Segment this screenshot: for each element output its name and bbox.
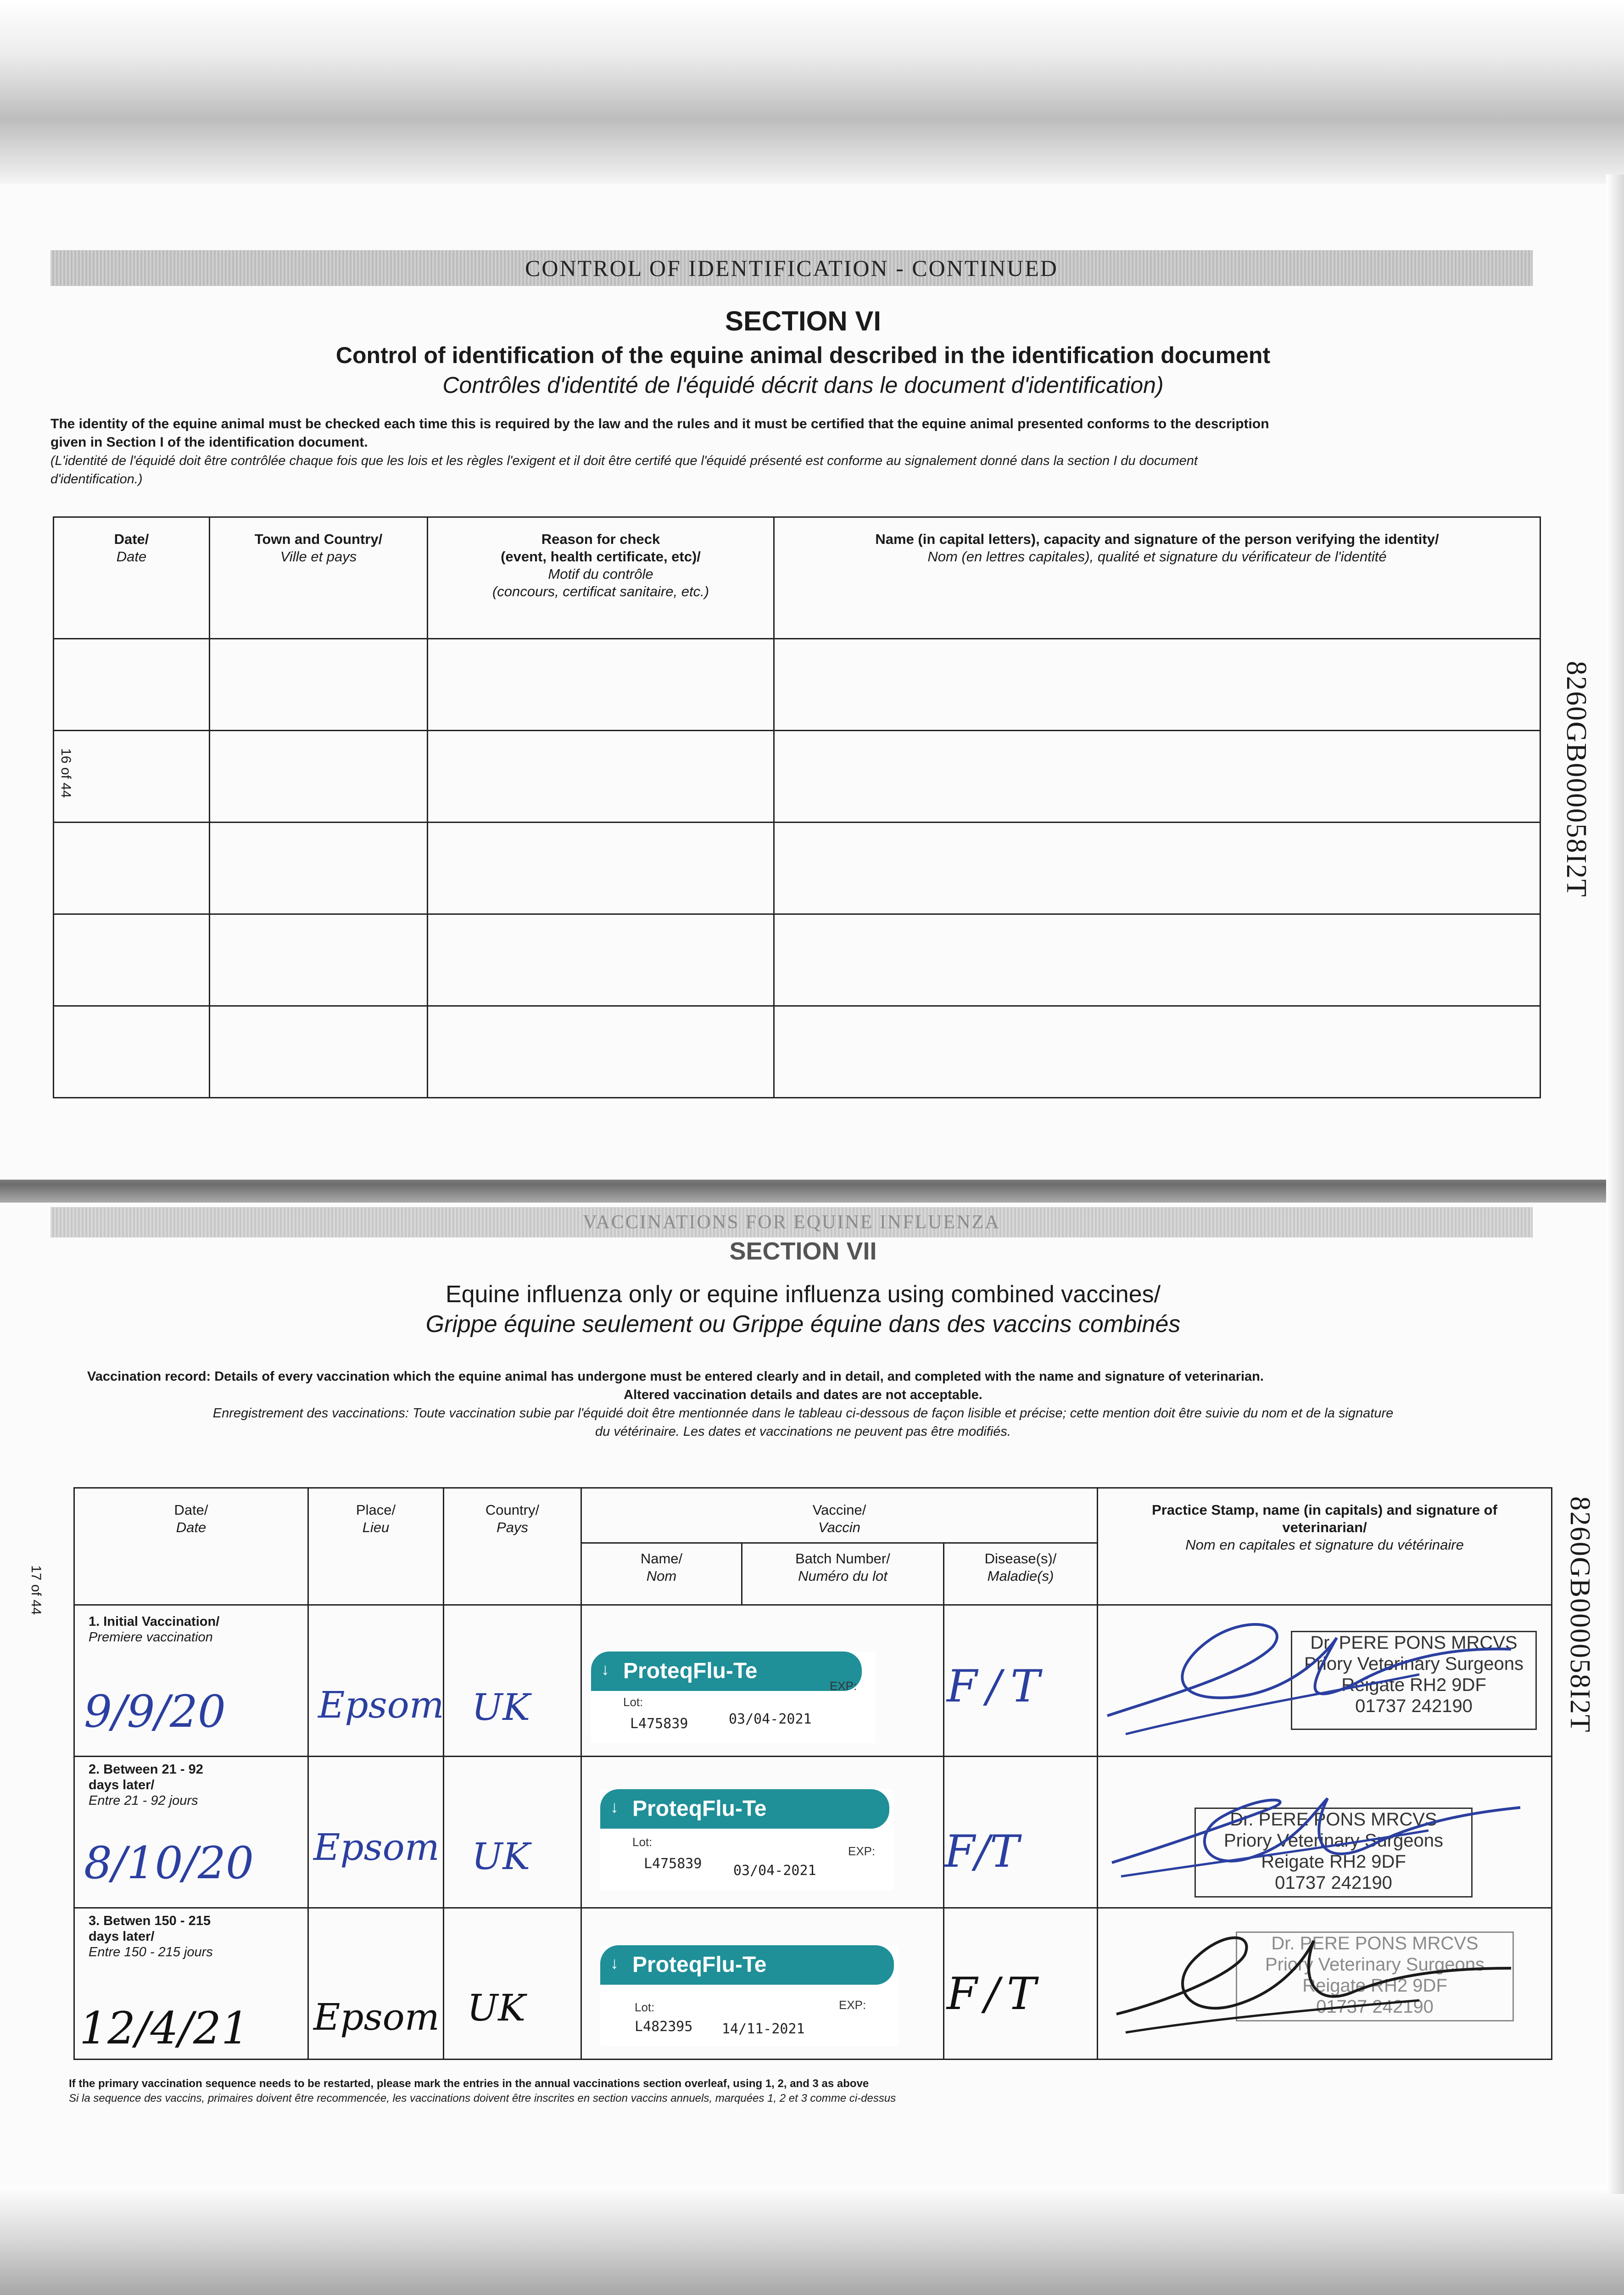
drop-icon: ↓ [610, 1954, 619, 1972]
scan-background-top [0, 0, 1624, 184]
intro-text-fr: Enregistrement des vaccinations: Toute vaccination subie par l'équidé doit être mentionnée dans le tableau ci-dessous de façon lisible et précise; cette mention doit être suivie du nom et de la signature [212, 1406, 1394, 1421]
handwritten-country: UK [467, 1987, 526, 2029]
passport-page-16 [0, 184, 1606, 1180]
vet-stamp-cell [1098, 1908, 1552, 2060]
country-cell [444, 1605, 581, 1757]
table-row [74, 1908, 1552, 2060]
footnote: If the primary vaccination sequence needs to be restarted, please mark the entries in the annual vaccinations section overleaf, using 1, 2, and 3 as above [69, 2077, 869, 2090]
col-header-vaccine-name: Name/ Nom [581, 1543, 742, 1605]
date-cell: 2. Between 21 - 92 days later/ Entre 21 - 92 jours 8/10/20 [74, 1757, 308, 1908]
vaccine-sticker: ProteqFlu-Te ↓ Lot: EXP: L475839 03/04-2021 [600, 1789, 894, 1890]
passport-page-17 [0, 1203, 1606, 2185]
col-header-date: Date/ Date [54, 517, 210, 639]
footnote-fr: Si la sequence des vaccins, primaires doivent être recommencée, les vaccinations doivent être inscrites en section vaccins annuels, marquées 1, 2 et 3 comme ci-dessus [69, 2092, 896, 2105]
drop-icon: ↓ [610, 1797, 619, 1816]
vaccine-cell [581, 1605, 944, 1757]
col-header-date: Date/ Date [74, 1488, 308, 1605]
col-header-reason: Reason for check (event, health certificate, etc)/ Motif du contrôle (concours, certificat sanitaire, etc.) [428, 517, 774, 639]
section-title: SECTION VI [725, 306, 882, 336]
vet-signature [1098, 1606, 1552, 1757]
col-header-town: Town and Country/ Ville et pays [210, 517, 428, 639]
handwritten-disease: F/T [947, 1968, 1044, 2020]
table-row [74, 1605, 1552, 1757]
place-cell [308, 1605, 444, 1757]
section-heading-fr: Contrôles d'identité de l'équidé décrit dans le document d'identification) [442, 372, 1164, 398]
passport-number: 8260GB000058I2T [1561, 661, 1592, 898]
vet-stamp-cell [1098, 1605, 1552, 1757]
handwritten-date: 9/9/20 [84, 1686, 226, 1737]
date-cell: 1. Initial Vaccination/ Premiere vaccination 9/9/20 [74, 1605, 308, 1757]
handwritten-place: Epsom [318, 1684, 444, 1726]
country-cell [444, 1908, 581, 2060]
vaccination-table [73, 1487, 1552, 2060]
vet-stamp-cell [1098, 1757, 1552, 1908]
intro-text-cont: given in Section I of the identification document. [50, 435, 368, 450]
vaccine-sticker: ProteqFlu-Te ↓ Lot: EXP: L482395 14/11-2021 [600, 1945, 899, 2046]
page-number: 16 of 44 [58, 748, 73, 798]
section-title: SECTION VII [729, 1237, 877, 1265]
section-heading: Equine influenza only or equine influenza using combined vaccines/ [445, 1281, 1161, 1308]
passport-number: 8260GB000058I2T [1564, 1496, 1596, 1733]
intro-text-fr-cont: d'identification.) [50, 472, 143, 487]
place-cell [308, 1757, 444, 1908]
page-edge [1606, 174, 1624, 2194]
intro-text: The identity of the equine animal must be checked each time this is required by the law and the rules and it must be certified that the equine animal presented conforms to the description [50, 416, 1269, 431]
disease-cell [944, 1605, 1098, 1757]
table-row [54, 914, 1540, 1006]
vet-signature [1098, 1909, 1552, 2060]
handwritten-place: Epsom [313, 1996, 440, 2038]
section-heading-fr: Grippe équine seulement ou Grippe équine dans des vaccins combinés [425, 1311, 1181, 1338]
handwritten-place: Epsom [313, 1826, 440, 1869]
handwritten-disease: F/T [944, 1826, 1019, 1877]
identification-check-table [53, 516, 1541, 1098]
col-header-batch: Batch Number/ Numéro du lot [742, 1543, 944, 1605]
disease-cell [944, 1757, 1098, 1908]
vet-stamp: Dr. PERE PONS MRCVS Priory Veterinary Surgeons Reigate RH2 9DF 01737 242190 [1194, 1808, 1473, 1898]
vet-stamp: Dr. PERE PONS MRCVS Priory Veterinary Surgeons Reigate RH2 9DF 01737 242190 [1236, 1931, 1514, 2021]
vaccine-cell [581, 1908, 944, 2060]
col-header-verifier: Name (in capital letters), capacity and signature of the person verifying the identity/ Nom (en lettres capitales), qualité et signature du vérificateur de l'identité [774, 517, 1540, 639]
intro-text: Vaccination record: Details of every vaccination which the equine animal has undergone must be entered clearly and in detail, and completed with the name and signature of veterinarian. [87, 1369, 1264, 1384]
table-row [54, 823, 1540, 914]
table-row [74, 1757, 1552, 1908]
date-cell: 3. Betwen 150 - 215 days later/ Entre 150 - 215 jours 12/4/21 [74, 1908, 308, 2060]
col-header-disease: Disease(s)/ Maladie(s) [944, 1543, 1098, 1605]
col-header-place: Place/ Lieu [308, 1488, 444, 1605]
section-banner: CONTROL OF IDENTIFICATION - CONTINUED [50, 250, 1533, 286]
intro-text-cont: Altered vaccination details and dates are not acceptable. [624, 1388, 982, 1402]
vet-stamp: Dr. PERE PONS MRCVS Priory Veterinary Surgeons Reigate RH2 9DF 01737 242190 [1291, 1631, 1537, 1730]
vaccine-cell [581, 1757, 944, 1908]
section-banner: VACCINATIONS FOR EQUINE INFLUENZA [50, 1207, 1533, 1237]
handwritten-date: 8/10/20 [84, 1837, 254, 1889]
handwritten-date: 12/4/21 [79, 2003, 250, 2054]
table-row [54, 639, 1540, 731]
disease-cell [944, 1908, 1098, 2060]
vaccine-sticker: ProteqFlu-Te ↓ Lot: EXP: L475839 03/04-2021 [591, 1651, 876, 1743]
table-row [54, 1006, 1540, 1098]
country-cell [444, 1757, 581, 1908]
intro-text-fr-cont: du vétérinaire. Les dates et vaccinations ne peuvent pas être modifiés. [595, 1424, 1011, 1439]
handwritten-country: UK [472, 1686, 530, 1729]
col-header-vaccine: Vaccine/ Vaccin [581, 1488, 1098, 1543]
section-heading: Control of identification of the equine animal described in the identification document [335, 342, 1271, 368]
col-header-stamp: Practice Stamp, name (in capitals) and signature of veterinarian/ Nom en capitales et signature du vétérinaire [1098, 1488, 1552, 1605]
drop-icon: ↓ [601, 1660, 609, 1679]
handwritten-disease: F/T [947, 1661, 1049, 1712]
vet-signature [1098, 1757, 1552, 1908]
page-number: 17 of 44 [28, 1565, 44, 1615]
intro-text-fr: (L'identité de l'équidé doit être contrôlée chaque fois que les lois et les règles l'exigent et il doit être certifé que l'équidé présenté est conforme au signalement donné dans la section I du document [50, 453, 1198, 468]
place-cell [308, 1908, 444, 2060]
col-header-country: Country/ Pays [444, 1488, 581, 1605]
table-row [54, 731, 1540, 823]
scan-background-bottom [0, 2185, 1624, 2295]
handwritten-country: UK [472, 1835, 530, 1878]
